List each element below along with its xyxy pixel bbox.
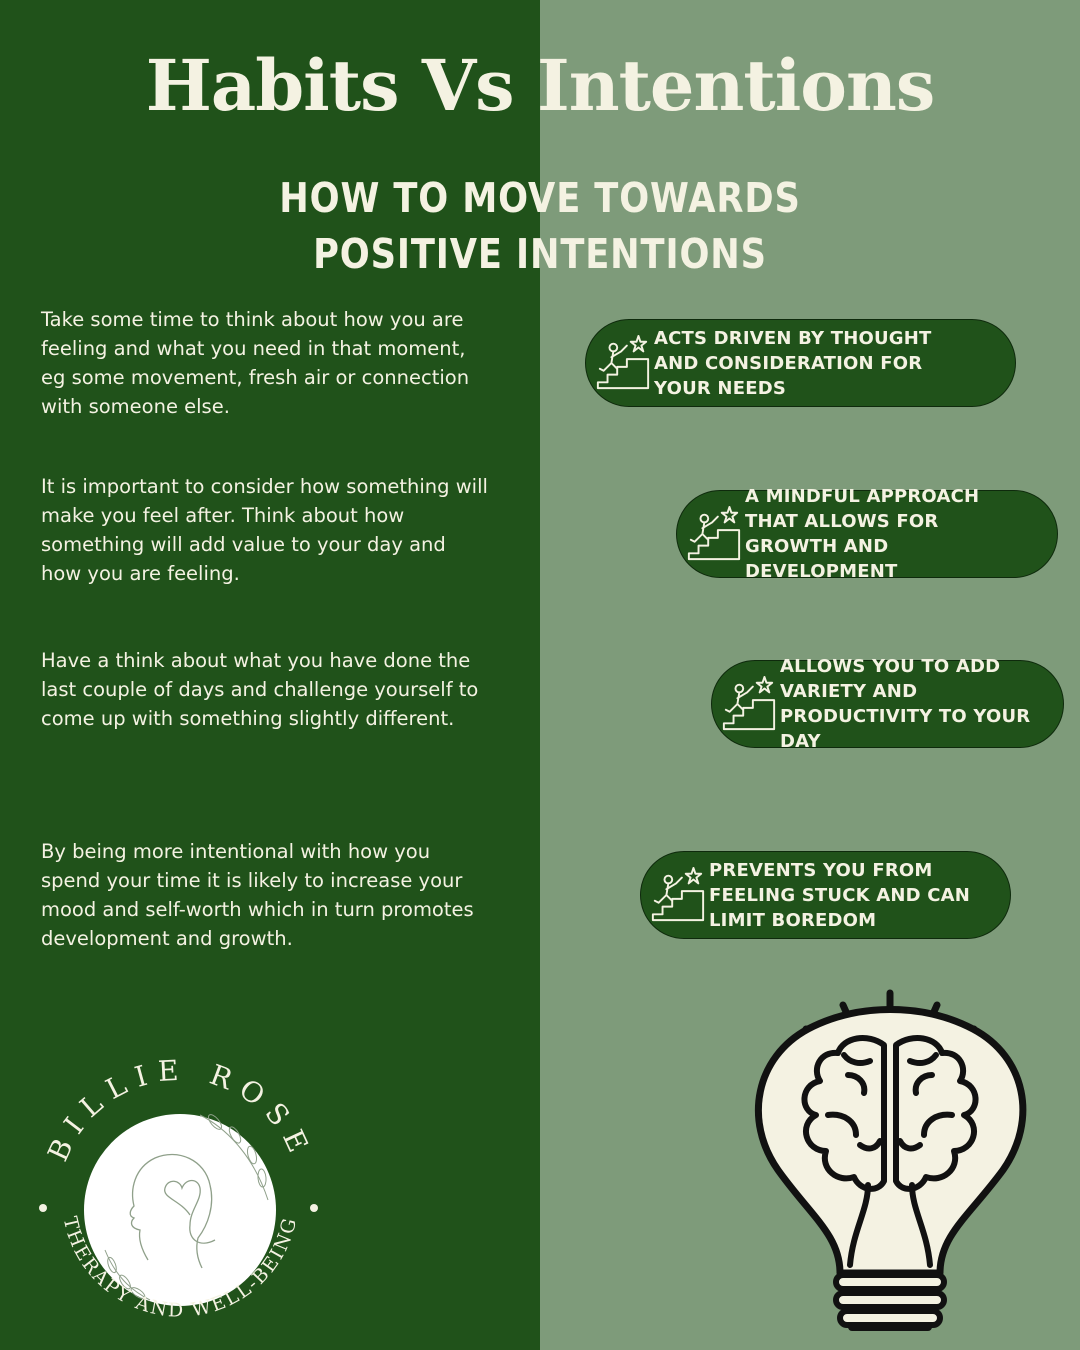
intention-pill-3	[711, 656, 1064, 752]
logo-top-text: BILLIE ROSE	[41, 1053, 319, 1167]
climbing-stairs-icon	[720, 675, 778, 733]
intention-pill-1	[585, 319, 1016, 407]
logo-bottom-text: THERAPY AND WELL-BEING	[58, 1214, 302, 1322]
logo-dot	[310, 1204, 318, 1212]
intention-pill-4	[640, 851, 1011, 939]
page-subtitle	[76, 170, 1005, 282]
pill-text: ALLOWS YOU TO ADD VARIETY AND PRODUCTIVITY TO YOUR DAY	[780, 656, 1031, 752]
tip-paragraph-1: Take some time to think about how you are feeling and what you need in that moment, eg some movement, fresh air or connection with someone else.	[41, 308, 470, 418]
intention-pill-2	[676, 486, 1058, 582]
subtitle-line-2: POSITIVE INTENTIONS	[313, 230, 767, 278]
climbing-stairs-icon	[685, 505, 743, 563]
climbing-stairs-icon	[594, 334, 652, 392]
tip-paragraph-2: It is important to consider how something will make you feel after. Think about how something will add value to your day and how you are feeling.	[41, 475, 488, 585]
logo-dot	[39, 1204, 47, 1212]
climbing-stairs-icon	[649, 866, 707, 924]
page-title: Habits Vs Intentions	[145, 44, 935, 127]
billie-rose-logo	[30, 1050, 330, 1350]
pill-text: A MINDFUL APPROACH THAT ALLOWS FOR GROWTH AND DEVELOPMENT	[745, 486, 980, 582]
tip-paragraph-4: By being more intentional with how you spend your time it is likely to increase your mood and self-worth which in turn promotes development and growth.	[41, 840, 474, 950]
tip-paragraph-3: Have a think about what you have done the last couple of days and challenge yourself to come up with something slightly different.	[41, 649, 479, 730]
lightbulb-brain-icon	[748, 985, 1038, 1340]
pill-text: PREVENTS YOU FROM FEELING STUCK AND CAN LIMIT BOREDOM	[709, 859, 971, 931]
pill-text: ACTS DRIVEN BY THOUGHT AND CONSIDERATION FOR YOUR NEEDS	[654, 327, 932, 399]
subtitle-line-1: HOW TO MOVE TOWARDS	[279, 174, 801, 222]
